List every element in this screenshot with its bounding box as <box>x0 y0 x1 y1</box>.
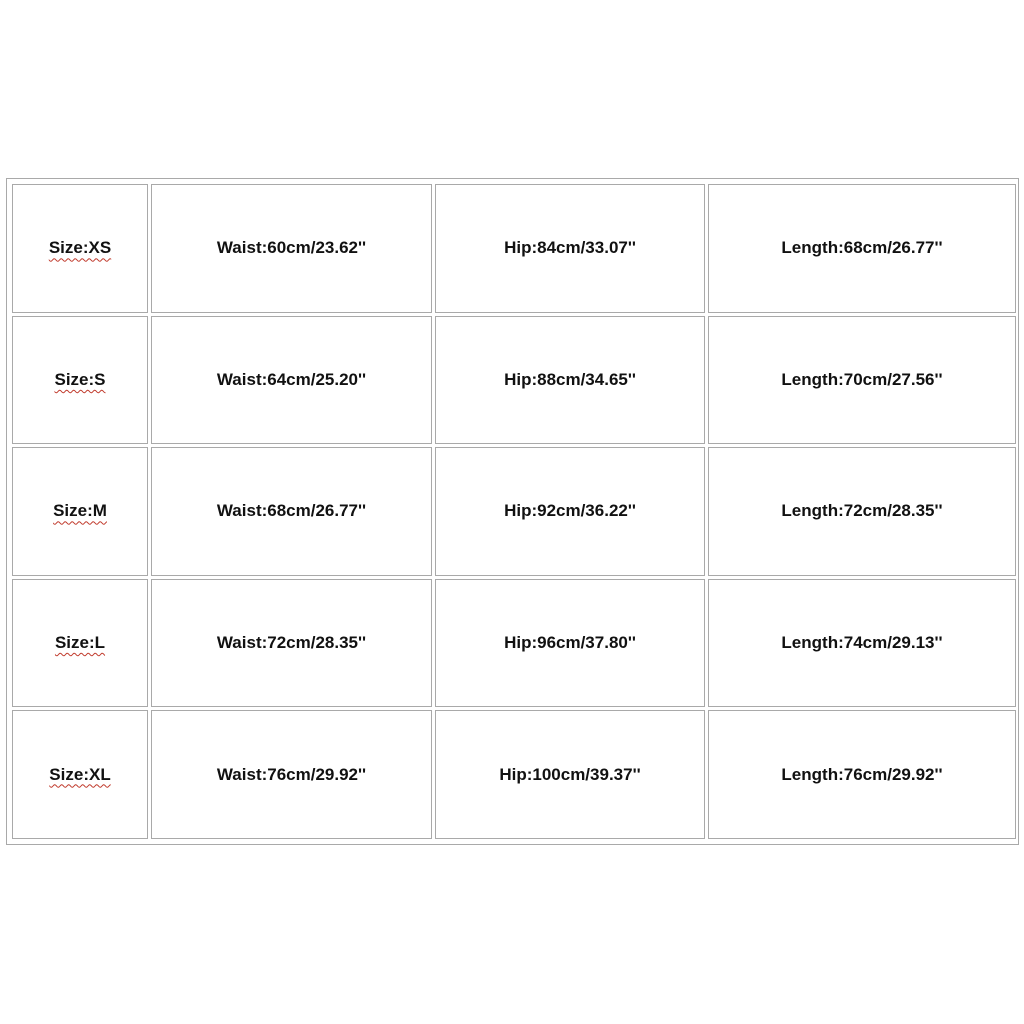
size-label: Size:M <box>53 501 107 521</box>
table-row <box>12 184 1016 313</box>
waist-cell: Waist:60cm/23.62'' <box>151 184 432 313</box>
size-cell <box>12 447 148 576</box>
size-chart-table <box>6 178 1019 845</box>
table-row <box>12 447 1016 576</box>
size-cell <box>12 710 148 839</box>
waist-cell: Waist:68cm/26.77'' <box>151 447 432 576</box>
length-cell: Length:74cm/29.13'' <box>708 579 1016 708</box>
length-cell: Length:68cm/26.77'' <box>708 184 1016 313</box>
waist-cell: Waist:72cm/28.35'' <box>151 579 432 708</box>
size-cell <box>12 316 148 445</box>
size-cell <box>12 579 148 708</box>
waist-cell: Waist:64cm/25.20'' <box>151 316 432 445</box>
table-row <box>12 710 1016 839</box>
hip-cell: Hip:100cm/39.37'' <box>435 710 705 839</box>
size-chart-grid <box>9 181 1019 842</box>
size-label: Size:XS <box>48 238 112 258</box>
hip-cell: Hip:92cm/36.22'' <box>435 447 705 576</box>
hip-cell: Hip:88cm/34.65'' <box>435 316 705 445</box>
length-cell: Length:72cm/28.35'' <box>708 447 1016 576</box>
length-cell: Length:76cm/29.92'' <box>708 710 1016 839</box>
table-row <box>12 316 1016 445</box>
hip-cell: Hip:96cm/37.80'' <box>435 579 705 708</box>
length-cell: Length:70cm/27.56'' <box>708 316 1016 445</box>
size-label: Size:S <box>54 369 106 389</box>
size-label: Size:XL <box>49 764 111 784</box>
hip-cell: Hip:84cm/33.07'' <box>435 184 705 313</box>
table-row <box>12 579 1016 708</box>
size-cell <box>12 184 148 313</box>
waist-cell: Waist:76cm/29.92'' <box>151 710 432 839</box>
size-label: Size:L <box>54 633 106 653</box>
